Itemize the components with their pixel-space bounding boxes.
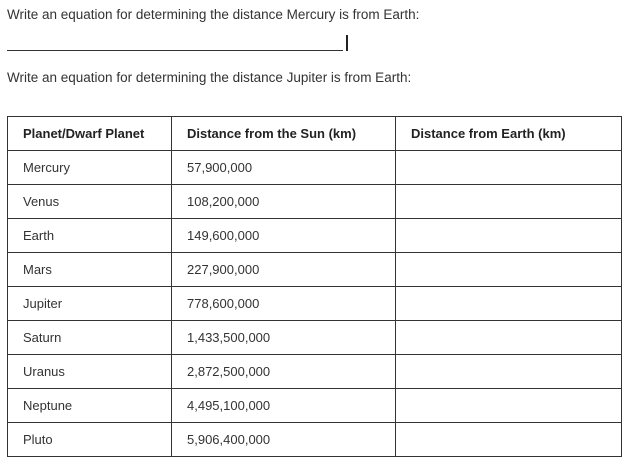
mercury-equation-answer-field[interactable] bbox=[7, 35, 350, 51]
planet-name: Uranus bbox=[8, 355, 172, 389]
planet-name: Neptune bbox=[8, 389, 172, 423]
sun-distance: 5,906,400,000 bbox=[172, 423, 396, 457]
jupiter-equation-prompt: Write an equation for determining the distance Jupiter is from Earth: bbox=[7, 70, 412, 85]
sun-distance: 227,900,000 bbox=[172, 253, 396, 287]
sun-distance: 108,200,000 bbox=[172, 185, 396, 219]
earth-distance-cell[interactable] bbox=[396, 321, 622, 355]
sun-distance: 2,872,500,000 bbox=[172, 355, 396, 389]
sun-distance: 149,600,000 bbox=[172, 219, 396, 253]
sun-distance: 57,900,000 bbox=[172, 151, 396, 185]
planet-name: Saturn bbox=[8, 321, 172, 355]
table-row bbox=[8, 151, 622, 185]
header-planet: Planet/Dwarf Planet bbox=[8, 117, 172, 151]
earth-distance-cell[interactable] bbox=[396, 219, 622, 253]
planet-name: Earth bbox=[8, 219, 172, 253]
earth-distance-cell[interactable] bbox=[396, 423, 622, 457]
earth-distance-cell[interactable] bbox=[396, 287, 622, 321]
table-row bbox=[8, 287, 622, 321]
earth-distance-cell[interactable] bbox=[396, 151, 622, 185]
planet-name: Pluto bbox=[8, 423, 172, 457]
planet-name: Venus bbox=[8, 185, 172, 219]
table-row bbox=[8, 219, 622, 253]
earth-distance-cell[interactable] bbox=[396, 185, 622, 219]
earth-distance-cell[interactable] bbox=[396, 355, 622, 389]
table-row bbox=[8, 355, 622, 389]
table-row bbox=[8, 253, 622, 287]
answer-underline bbox=[7, 50, 343, 51]
sun-distance: 4,495,100,000 bbox=[172, 389, 396, 423]
planet-name: Mercury bbox=[8, 151, 172, 185]
header-earth-distance: Distance from Earth (km) bbox=[396, 117, 622, 151]
sun-distance: 778,600,000 bbox=[172, 287, 396, 321]
planet-name: Mars bbox=[8, 253, 172, 287]
table-row bbox=[8, 321, 622, 355]
table-row bbox=[8, 389, 622, 423]
planet-name: Jupiter bbox=[8, 287, 172, 321]
header-sun-distance: Distance from the Sun (km) bbox=[172, 117, 396, 151]
mercury-equation-prompt: Write an equation for determining the distance Mercury is from Earth: bbox=[7, 7, 420, 22]
text-cursor bbox=[346, 35, 348, 51]
sun-distance: 1,433,500,000 bbox=[172, 321, 396, 355]
planet-distance-table bbox=[7, 116, 622, 457]
table-row bbox=[8, 185, 622, 219]
earth-distance-cell[interactable] bbox=[396, 253, 622, 287]
table-row bbox=[8, 423, 622, 457]
earth-distance-cell[interactable] bbox=[396, 389, 622, 423]
table-header-row bbox=[8, 117, 622, 151]
